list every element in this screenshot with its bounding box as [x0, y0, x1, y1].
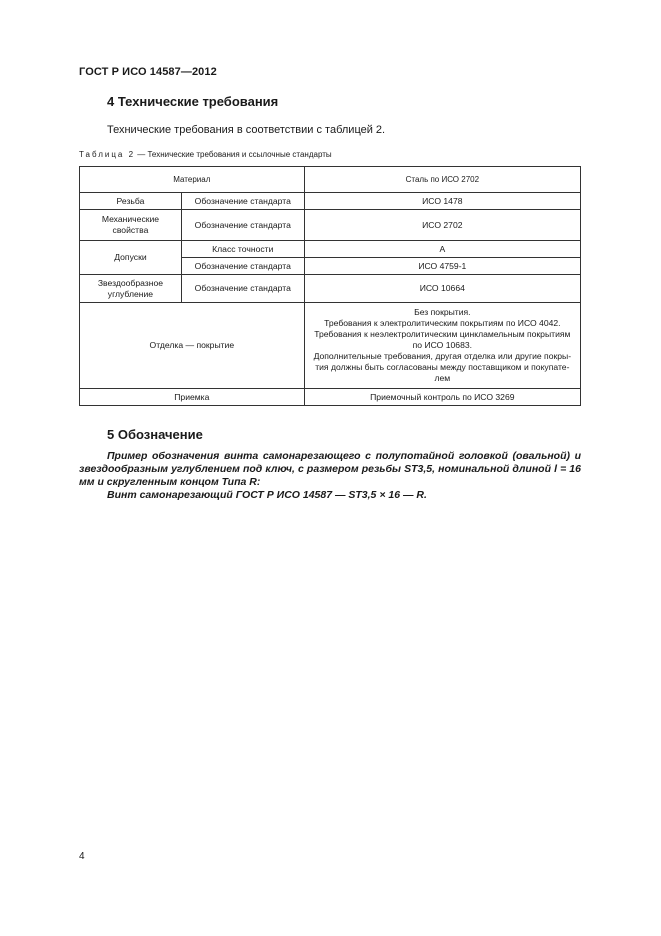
row-value-tolerance-std: ИСО 4759-1 [304, 258, 580, 275]
table-row [80, 275, 581, 303]
header-material: Материал [80, 167, 305, 193]
row-label-tolerance: Допуски [80, 241, 182, 275]
requirements-table [79, 166, 581, 406]
designation-example [79, 450, 581, 502]
example-description: Пример обозначения винта самонарезающего с полупотайной головкой (овальной) и звездообразным углублением под ключ, с размером резьбы ST3,5, номинальной длиной l = 16 мм и скругленным концом Типа R: [79, 450, 581, 488]
section-4-title: 4 Технические требования [107, 94, 279, 109]
table-caption-title: — Технические требования и ссылочные стандарты [135, 150, 332, 159]
row-label-acceptance: Приемка [80, 389, 305, 406]
finish-line: тия должны быть согласованы между поставщиком и покупате- [315, 362, 570, 372]
row-label-thread: Резьба [80, 193, 182, 210]
table-row [80, 210, 581, 241]
row-value-mech: ИСО 2702 [304, 210, 580, 241]
row-sub-thread: Обозначение стандарта [181, 193, 304, 210]
row-sub-tolerance-class: Класс точности [181, 241, 304, 258]
table-caption-label: Таблица 2 [79, 150, 136, 159]
table-header-row [80, 167, 581, 193]
row-label-finish: Отделка — покрытие [80, 303, 305, 389]
row-sub-tolerance-std: Обозначение стандарта [181, 258, 304, 275]
section-4-intro: Технические требования в соответствии с таблицей 2. [107, 124, 386, 136]
example-designation: Винт самонарезающий ГОСТ Р ИСО 14587 — ST3,5 × 16 — R. [107, 489, 427, 501]
row-value-thread: ИСО 1478 [304, 193, 580, 210]
page-number: 4 [79, 851, 85, 862]
row-sub-mech: Обозначение стандарта [181, 210, 304, 241]
row-label-recess: Звездообразное углубление [80, 275, 182, 303]
row-sub-recess: Обозначение стандарта [181, 275, 304, 303]
table-row [80, 303, 581, 389]
finish-line: лем [434, 373, 451, 383]
table-row [80, 389, 581, 406]
finish-line: Требования к электролитическим покрытиям по ИСО 4042. [324, 318, 561, 328]
row-label-mech: Механические свойства [80, 210, 182, 241]
row-value-recess: ИСО 10664 [304, 275, 580, 303]
row-value-tolerance-class: А [304, 241, 580, 258]
table-row [80, 241, 581, 258]
row-value-acceptance: Приемочный контроль по ИСО 3269 [304, 389, 580, 406]
document-code: ГОСТ Р ИСО 14587—2012 [79, 66, 217, 78]
section-5-title: 5 Обозначение [107, 427, 203, 442]
finish-line: по ИСО 10683. [412, 340, 473, 350]
header-steel: Сталь по ИСО 2702 [304, 167, 580, 193]
table-row [80, 193, 581, 210]
finish-line: Дополнительные требования, другая отделка или другие покры- [313, 351, 572, 361]
finish-line: Требования к неэлектролитическим цинкламельным покрытиям [314, 329, 571, 339]
table-caption [79, 150, 332, 159]
finish-line: Без покрытия. [414, 307, 471, 317]
row-value-finish [304, 303, 580, 389]
